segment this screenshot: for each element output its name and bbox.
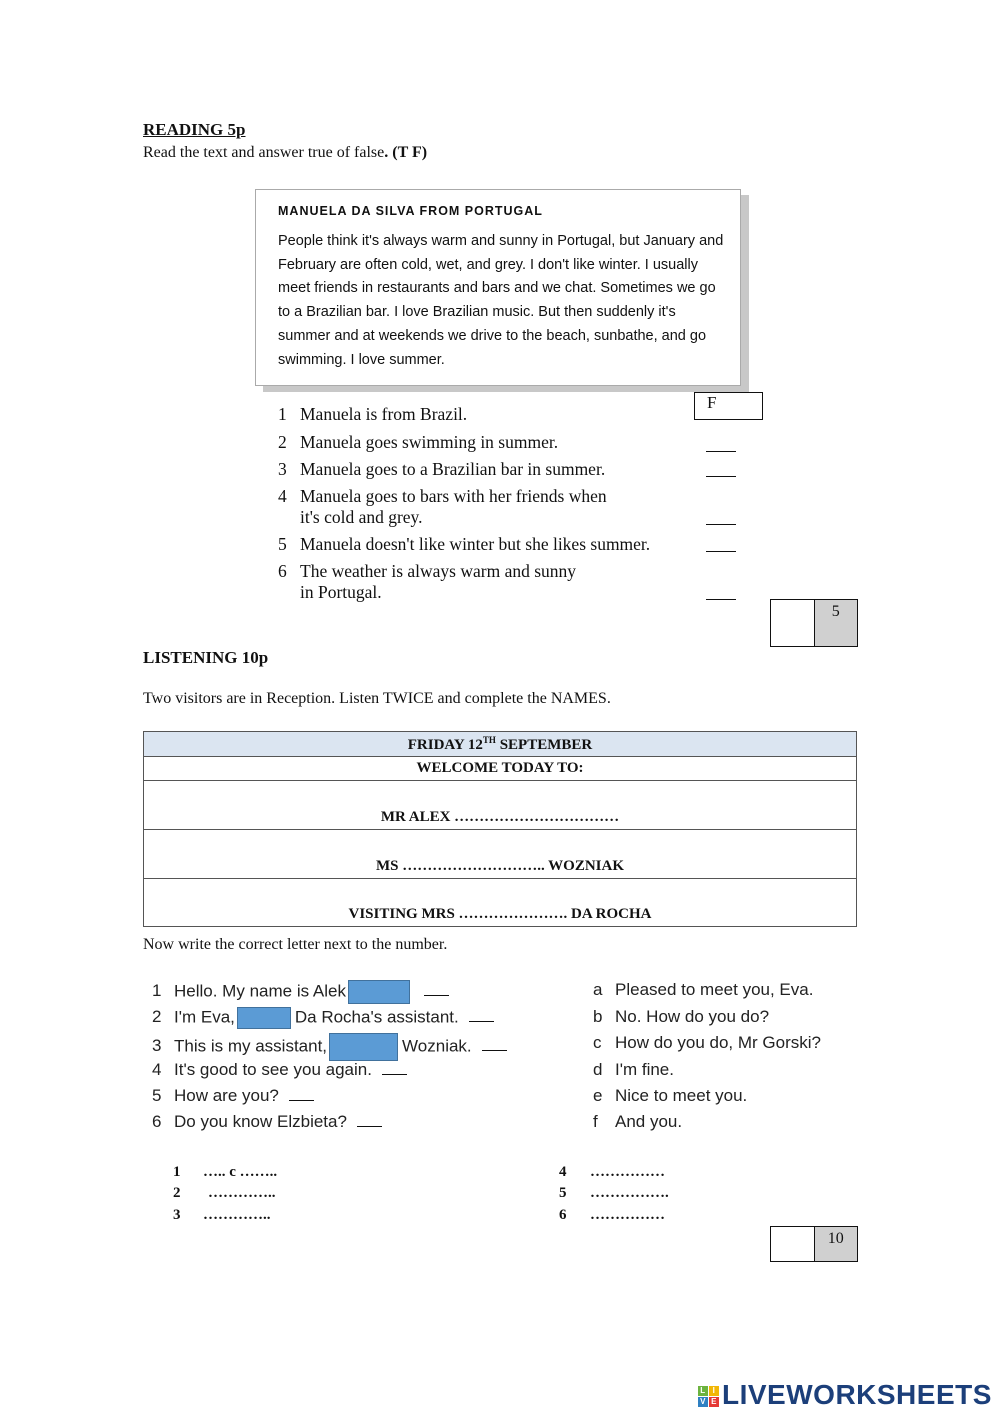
reading-instruction	[143, 144, 427, 162]
q-text: The weather is always warm and sunny	[300, 561, 577, 581]
date-cell: FRIDAY 12TH SEPTEMBER	[144, 732, 857, 757]
logo-text: LIVEWORKSHEETS	[722, 1379, 992, 1410]
response-b: b No. How do you do?	[593, 1007, 770, 1026]
q-number: 1	[278, 404, 287, 424]
score-input[interactable]	[771, 1227, 814, 1261]
answer-input-6[interactable]	[706, 585, 736, 600]
match-input-1[interactable]	[424, 981, 449, 996]
q-number: 4	[278, 486, 287, 506]
dialogue-6: 6 Do you know Elzbieta?	[152, 1112, 382, 1132]
instruction-text: Read the text and answer true of false	[143, 144, 385, 161]
match-input-5[interactable]	[289, 1086, 314, 1101]
q-number: 2	[278, 432, 287, 452]
score-max: 5	[814, 600, 858, 646]
dialogue-2: 2 I'm Eva, Da Rocha's assistant.	[152, 1007, 494, 1029]
score-input[interactable]	[771, 600, 814, 646]
answer-line-5[interactable]: 5 …………….	[559, 1185, 669, 1201]
name-answer-input-1[interactable]	[348, 980, 410, 1004]
response-e: e Nice to meet you.	[593, 1086, 748, 1105]
name-row-2[interactable]: MS ……………………….. WOZNIAK	[144, 830, 857, 879]
q-number: 6	[278, 561, 287, 581]
dialogue-5: 5 How are you?	[152, 1086, 314, 1106]
q-text: Manuela goes to a Brazilian bar in summer.	[300, 459, 606, 479]
dialogue-4: 4 It's good to see you again.	[152, 1060, 407, 1080]
liveworksheets-logo	[698, 1379, 992, 1411]
match-input-2[interactable]	[469, 1007, 494, 1022]
q-text: Manuela doesn't like winter but she likes summer.	[300, 534, 651, 554]
question-1	[278, 404, 467, 425]
question-2	[278, 432, 558, 453]
answer-input-3[interactable]	[706, 462, 736, 477]
q-text: Manuela goes swimming in summer.	[300, 432, 559, 452]
name-answer-input-3[interactable]	[329, 1033, 398, 1061]
score-max: 10	[814, 1227, 858, 1261]
question-5	[278, 534, 650, 555]
q-number: 3	[278, 459, 287, 479]
reading-text-title: MANUELA DA SILVA FROM PORTUGAL	[278, 204, 543, 218]
match-input-6[interactable]	[357, 1112, 382, 1127]
response-a: a Pleased to meet you, Eva.	[593, 980, 814, 999]
reading-score-box	[770, 599, 858, 647]
logo-icon: L I V E	[698, 1386, 719, 1407]
question-4	[278, 486, 607, 528]
q-text: Manuela is from Brazil.	[300, 404, 468, 424]
response-d: d I'm fine.	[593, 1060, 674, 1079]
answer-line-2[interactable]: 2 …………..	[173, 1185, 276, 1201]
q-number: 5	[278, 534, 287, 554]
question-3	[278, 459, 605, 480]
answer-line-1[interactable]: 1 ….. c ……..	[173, 1164, 278, 1180]
welcome-board-table	[143, 731, 857, 927]
response-f: f And you.	[593, 1112, 683, 1131]
reading-text-box	[255, 189, 741, 386]
question-6	[278, 561, 576, 603]
q-text-2: it's cold and grey.	[300, 507, 423, 527]
match-input-3[interactable]	[482, 1036, 507, 1051]
answer-line-3[interactable]: 3 …………..	[173, 1207, 271, 1223]
listening-instruction: Two visitors are in Reception. Listen TWICE and complete the NAMES.	[143, 690, 611, 707]
name-row-1[interactable]: MR ALEX ……………………………	[144, 781, 857, 830]
reading-title: READING 5p	[143, 120, 246, 139]
listening-title: LISTENING 10p	[143, 648, 269, 667]
answer-input-2[interactable]	[706, 437, 736, 452]
dialogue-3: 3 This is my assistant, Wozniak.	[152, 1033, 507, 1061]
q-text: Manuela goes to bars with her friends when	[300, 486, 607, 506]
name-answer-input-2[interactable]	[237, 1007, 291, 1029]
name-row-3[interactable]: VISITING MRS …………………. DA ROCHA	[144, 879, 857, 927]
answer-input-4[interactable]	[706, 510, 736, 525]
response-c: c How do you do, Mr Gorski?	[593, 1033, 821, 1052]
reading-text-body: People think it's always warm and sunny in Portugal, but January and February are often cold, wet, and grey. I don't like winter. I usually meet friends in restaurants and bars and we chat. Sometimes we go to a Brazilian bar. I love Brazilian music. But then suddenly it's summer and at weekends we drive to the beach, sunbathe, and go swimming. I love summer.	[278, 233, 724, 368]
dialogue-1: 1 Hello. My name is Alek	[152, 980, 449, 1004]
answer-line-4[interactable]: 4 ……………	[559, 1164, 665, 1180]
listening-score-box	[770, 1226, 858, 1262]
answer-input-5[interactable]	[706, 537, 736, 552]
matching-instruction: Now write the correct letter next to the number.	[143, 936, 448, 953]
match-input-4[interactable]	[382, 1060, 407, 1075]
instruction-bold: . (T F)	[384, 144, 428, 161]
q-text-2: in Portugal.	[300, 582, 382, 602]
answer-input-1[interactable]: F	[694, 392, 763, 420]
welcome-cell: WELCOME TODAY TO:	[144, 757, 857, 781]
answer-line-6[interactable]: 6 ……………	[559, 1207, 665, 1223]
